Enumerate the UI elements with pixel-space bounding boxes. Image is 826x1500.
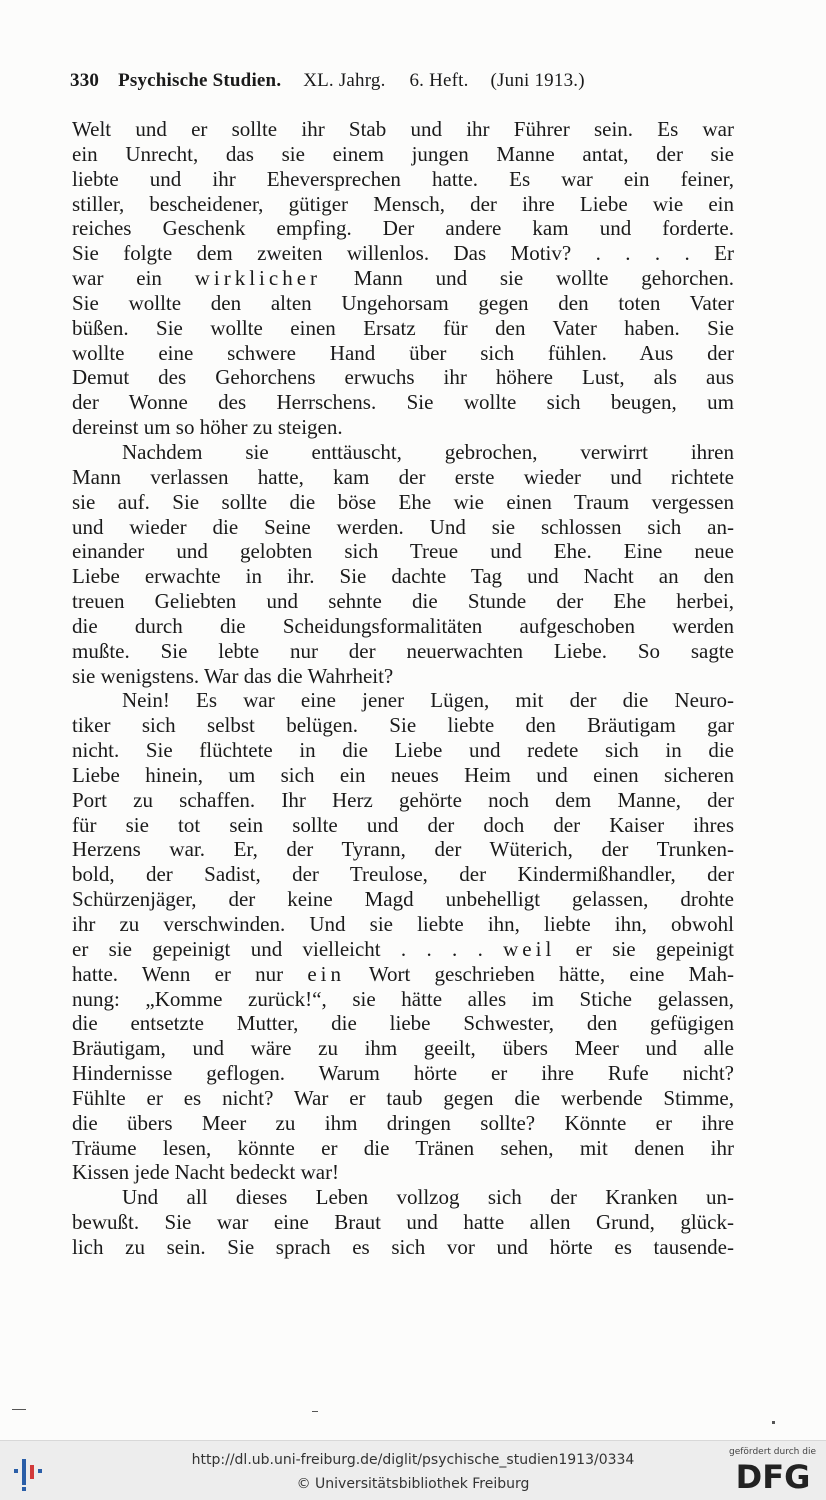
sponsor-note: gefördert durch die [729, 1447, 816, 1457]
text-line: einander und gelobten sich Treue und Ehe. Eine neue [72, 539, 734, 564]
text-line: büßen. Sie wollte einen Ersatz für den Vater haben. Sie [72, 315, 734, 340]
text-line: lich zu sein. Sie sprach es sich vor und hörte es tausende- [72, 1234, 734, 1259]
text-line: Port zu schaffen. Ihr Herz gehörte noch dem Manne, der [72, 787, 734, 812]
text-line: die durch die Scheidungsformalitäten aufgeschoben werden [72, 613, 734, 638]
emphasized-text: ein [307, 961, 345, 986]
text-line: Und all dieses Leben vollzog sich der Kranken un- [122, 1185, 734, 1210]
text-line: Welt und er sollte ihr Stab und ihr Führer sein. Es war [72, 117, 734, 141]
scan-mark [12, 1409, 26, 1410]
text-line: der Wonne des Herrschens. Sie wollte sich beugen, um [72, 390, 734, 415]
text-line: treuen Geliebten und sehnte die Stunde der Ehe herbei, [72, 589, 734, 614]
source-url[interactable]: http://dl.ub.uni-freiburg.de/diglit/psychische_studien1913/0334 [191, 1452, 635, 1468]
running-head [70, 70, 760, 92]
text-line: Fühlte er es nicht? War er taub gegen die werbende Stimme, [72, 1085, 734, 1110]
journal-title: Psychische Studien. [118, 70, 282, 91]
text-line: Schürzenjäger, der keine Magd unbehelligt gelassen, drohte [72, 887, 734, 912]
issue-label: 6. Heft. [409, 70, 469, 91]
text-run: er sie gepeinigt [555, 936, 734, 961]
text-line: dereinst um so höher zu steigen. [72, 415, 343, 440]
scan-mark [772, 1421, 775, 1424]
text-line: Sie folgte dem zweiten willenlos. Das Motiv? . . . . Er [72, 241, 734, 266]
text-line: Bräutigam, und wäre zu ihm geeilt, übers Meer und alle [72, 1036, 734, 1061]
text-line: mußte. Sie lebte nur der neuerwachten Liebe. So sagte [72, 638, 734, 663]
text-line: Nachdem sie enttäuscht, gebrochen, verwirrt ihren [122, 439, 734, 464]
text-run: Wort geschrieben hätte, eine Mah- [345, 961, 734, 986]
text-line: bewußt. Sie war eine Braut und hatte allen Grund, glück- [72, 1210, 734, 1235]
text-line: Träume lesen, könnte er die Tränen sehen, mit denen ihr [72, 1135, 734, 1160]
copyright-notice: © Universitätsbibliothek Freiburg [296, 1476, 530, 1492]
text-line: nung: „Komme zurück!“, sie hätte alles im Stiche gelassen, [72, 986, 734, 1011]
text-line [72, 688, 734, 713]
emphasized-text: wirklicher [194, 266, 322, 291]
issue-date: (Juni 1913.) [490, 70, 585, 91]
text-line: ein Unrecht, das sie einem jungen Manne antat, der sie [72, 141, 734, 166]
volume-label: XL. Jahrg. [303, 70, 386, 91]
text-line: Mann verlassen hatte, kam der erste wieder und richtete [72, 464, 734, 489]
dfg-logo-text: DFG [735, 1458, 811, 1494]
text-line: Liebe erwachte in ihr. Sie dachte Tag und Nacht an den [72, 564, 734, 589]
text-line: die entsetzte Mutter, die liebe Schwester, den gefügigen [72, 1011, 734, 1036]
text-line: wollte eine schwere Hand über sich fühlen. Aus der [72, 340, 734, 365]
text-line: liebte und ihr Eheversprechen hatte. Es war ein feiner, [72, 166, 734, 191]
text-run: Nein! Es war eine jener Lügen, mit der die Neuro- [122, 688, 734, 713]
text-run: Mann und sie wollte gehorchen. [321, 266, 734, 291]
text-line: bold, der Sadist, der Treulose, der Kindermißhandler, der [72, 862, 734, 887]
text-line: Demut des Gehorchens erwuchs ihr höhere Lust, als aus [72, 365, 734, 390]
text-line: sie wenigstens. War das die Wahrheit? [72, 663, 394, 688]
text-line: reiches Geschenk empfing. Der andere kam und forderte. [72, 216, 734, 241]
text-line: die übers Meer zu ihm dringen sollte? Könnte er ihre [72, 1110, 734, 1135]
dfg-logo-icon [730, 1458, 816, 1494]
text-line: tiker sich selbst belügen. Sie liebte den Bräutigam gar [72, 713, 734, 738]
text-line: Herzens war. Er, der Tyrann, der Wüterich, der Trunken- [72, 837, 734, 862]
text-line [72, 266, 734, 291]
scan-mark [312, 1411, 318, 1412]
text-run: war ein [72, 266, 195, 291]
text-line: stiller, bescheidener, gütiger Mensch, der ihre Liebe wie ein [72, 191, 734, 216]
text-line [72, 962, 734, 987]
text-line: für sie tot sein sollte und der doch der Kaiser ihres [72, 812, 734, 837]
text-line: und wieder die Seine werden. Und sie schlossen sich an- [72, 514, 734, 539]
text-line: sie auf. Sie sollte die böse Ehe wie einen Traum vergessen [72, 489, 734, 514]
text-line: Hindernisse geflogen. Warum hörte er ihre Rufe nicht? [72, 1061, 734, 1086]
text-line: Kissen jede Nacht bedeckt war! [72, 1160, 340, 1185]
text-line: ihr zu verschwinden. Und sie liebte ihn, liebte ihn, obwohl [72, 912, 734, 936]
emphasized-text: weil [503, 936, 556, 961]
text-line [72, 937, 734, 962]
text-line: Sie wollte den alten Ungehorsam gegen den toten Vater [72, 290, 734, 315]
body-text [72, 117, 734, 1260]
footer-bar [0, 1440, 826, 1500]
text-line: nicht. Sie flüchtete in die Liebe und redete sich in die [72, 738, 734, 763]
text-line: Liebe hinein, um sich ein neues Heim und einen sicheren [72, 762, 734, 787]
text-run: hatte. Wenn er nur [72, 961, 308, 986]
text-run: er sie gepeinigt und vielleicht . . . . [72, 936, 504, 961]
page-number: 330 [70, 70, 100, 91]
